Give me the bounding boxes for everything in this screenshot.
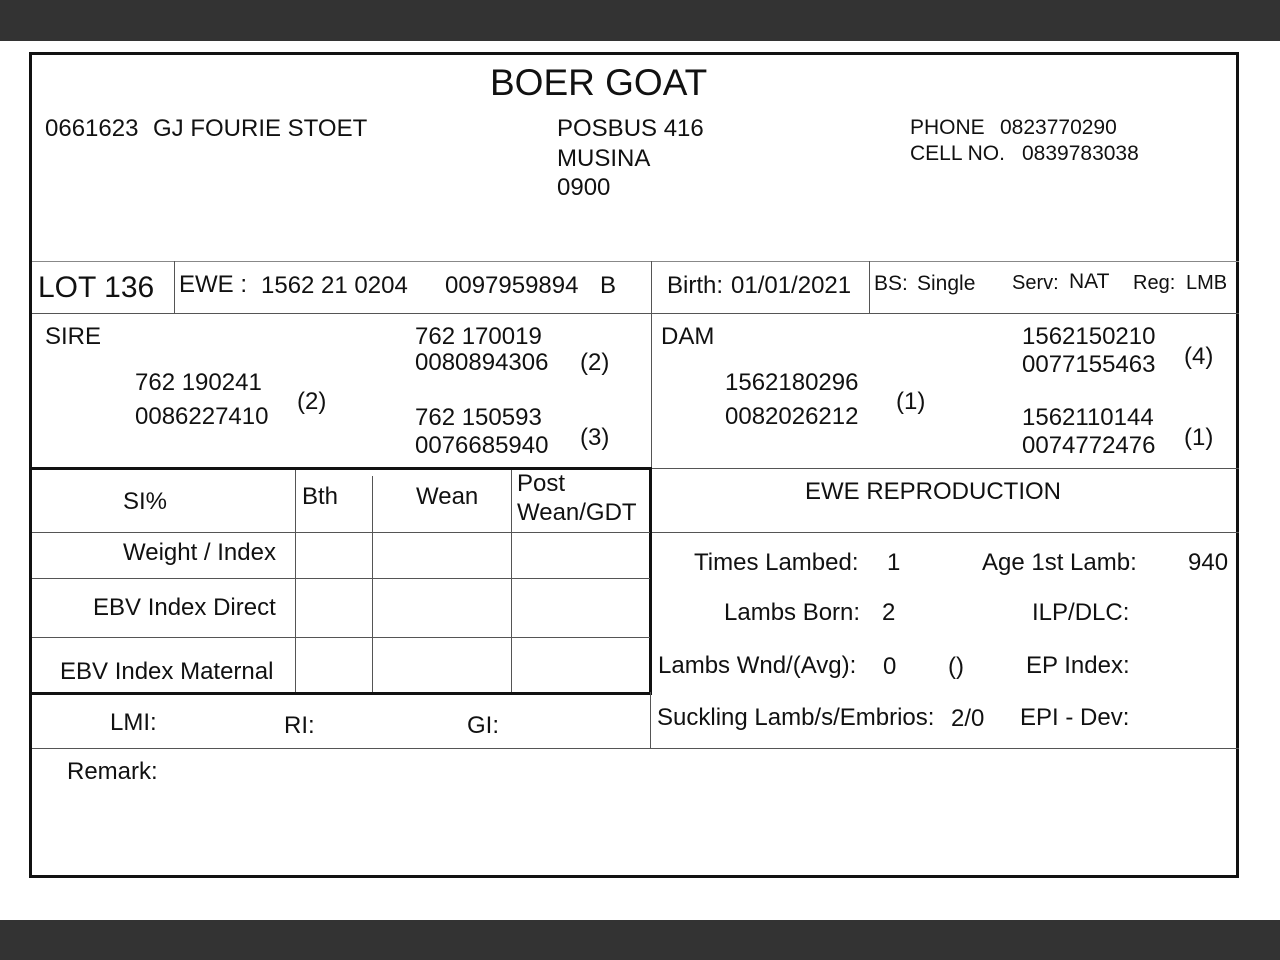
dam-dam-registration: 0074772476 xyxy=(1022,432,1156,459)
times-lambed-value: 1 xyxy=(887,549,901,576)
serv-label: Serv: xyxy=(1012,272,1059,294)
lambs-born-value: 2 xyxy=(882,599,896,626)
lot-row-bottom-line xyxy=(32,313,1239,314)
reproduction-divider xyxy=(650,692,651,748)
dam-registration: 0082026212 xyxy=(725,403,859,430)
lambs-weaned-value: 0 xyxy=(883,653,897,680)
bottom-letterbox-bar xyxy=(0,920,1280,960)
performance-table-bottom-border xyxy=(32,692,652,695)
age-first-lamb-label: Age 1st Lamb: xyxy=(982,549,1137,576)
sire-dam-registration: 0076685940 xyxy=(415,432,549,459)
lambs-born-label: Lambs Born: xyxy=(724,599,861,626)
cell-number: 0839783038 xyxy=(1022,142,1139,165)
performance-col-line-1 xyxy=(295,470,296,692)
ri-label: RI: xyxy=(284,712,315,739)
birth-date: 01/01/2021 xyxy=(731,272,852,299)
row-ebv-maternal: EBV Index Maternal xyxy=(60,658,274,685)
goat-record-card xyxy=(29,52,1239,878)
performance-table-right-border xyxy=(649,467,652,695)
breeder-name: GJ FOURIE STOET xyxy=(153,115,368,142)
lot-number: LOT 136 xyxy=(38,271,155,304)
performance-header-line xyxy=(32,532,650,533)
lambs-weaned-label: Lambs Wnd/(Avg): xyxy=(658,652,857,679)
sire-count: (2) xyxy=(297,388,327,415)
dam-label: DAM xyxy=(661,323,715,350)
ewe-id: 1562 21 0204 xyxy=(261,272,408,299)
dam-sire-id: 1562150210 xyxy=(1022,323,1156,350)
sire-dam-count: (3) xyxy=(580,424,610,451)
serv-value: NAT xyxy=(1069,270,1110,293)
row-ebv-direct: EBV Index Direct xyxy=(93,594,276,621)
column-birth: Bth xyxy=(302,483,339,510)
epi-dev-label: EPI - Dev: xyxy=(1020,704,1130,731)
performance-row-line-2 xyxy=(32,637,650,638)
reg-label: Reg: xyxy=(1133,272,1176,294)
ewe-registration: 0097959894 xyxy=(445,272,579,299)
reg-value: LMB xyxy=(1186,272,1228,294)
suckling-value: 2/0 xyxy=(951,705,985,732)
dam-dam-id: 1562110144 xyxy=(1022,404,1154,431)
sire-registration: 0086227410 xyxy=(135,403,269,430)
column-post: Post xyxy=(517,470,566,497)
ilp-dlc-label: ILP/DLC: xyxy=(1032,599,1130,626)
sire-label: SIRE xyxy=(45,323,102,350)
address-line-1: POSBUS 416 xyxy=(557,115,704,142)
address-line-3: 0900 xyxy=(557,174,611,201)
bs-value: Single xyxy=(917,272,976,295)
card-title: BOER GOAT xyxy=(490,62,708,103)
dam-dam-count: (1) xyxy=(1184,424,1214,451)
reproduction-top-line xyxy=(652,468,1239,469)
address-line-2: MUSINA xyxy=(557,145,651,172)
si-percent-header: SI% xyxy=(123,488,168,515)
lmi-label: LMI: xyxy=(110,709,157,736)
times-lambed-label: Times Lambed: xyxy=(694,549,859,576)
ewe-label: EWE : xyxy=(179,271,248,298)
lot-row-top-line xyxy=(32,261,1239,262)
ep-index-label: EP Index: xyxy=(1026,652,1130,679)
sire-id: 762 190241 xyxy=(135,369,262,396)
birth-label: Birth: xyxy=(667,272,724,299)
dam-count: (1) xyxy=(896,388,926,415)
remark-label: Remark: xyxy=(67,758,158,785)
sire-sire-count: (2) xyxy=(580,349,610,376)
sire-sire-registration: 0080894306 xyxy=(415,349,549,376)
bs-label: BS: xyxy=(874,272,908,295)
breeder-code: 0661623 xyxy=(45,115,139,142)
sire-sire-id: 762 170019 xyxy=(415,323,542,350)
performance-col-line-3 xyxy=(511,470,512,692)
dam-id: 1562180296 xyxy=(725,369,859,396)
indices-bottom-line xyxy=(32,748,1239,749)
suckling-label: Suckling Lamb/s/Embrios: xyxy=(657,704,935,731)
birth-divider xyxy=(869,261,870,313)
ewe-grade: B xyxy=(600,272,617,299)
reproduction-title: EWE REPRODUCTION xyxy=(805,478,1062,505)
age-first-lamb-value: 940 xyxy=(1188,549,1229,576)
sire-dam-id: 762 150593 xyxy=(415,404,542,431)
pedigree-divider xyxy=(651,313,652,469)
gi-label: GI: xyxy=(467,712,500,739)
top-letterbox-bar xyxy=(0,0,1280,41)
ewe-divider xyxy=(651,261,652,313)
performance-row-line-1 xyxy=(32,578,650,579)
lambs-weaned-average: () xyxy=(948,653,964,680)
column-wean: Wean xyxy=(416,483,479,510)
column-wean-gdt: Wean/GDT xyxy=(517,499,637,526)
lot-divider xyxy=(174,261,175,313)
phone-number: 0823770290 xyxy=(1000,116,1117,139)
cell-label: CELL NO. xyxy=(910,142,1005,165)
reproduction-header-line xyxy=(652,532,1239,533)
row-weight-index: Weight / Index xyxy=(123,539,276,566)
phone-label: PHONE xyxy=(910,116,985,139)
performance-col-line-2 xyxy=(372,476,373,692)
dam-sire-count: (4) xyxy=(1184,343,1214,370)
dam-sire-registration: 0077155463 xyxy=(1022,351,1156,378)
